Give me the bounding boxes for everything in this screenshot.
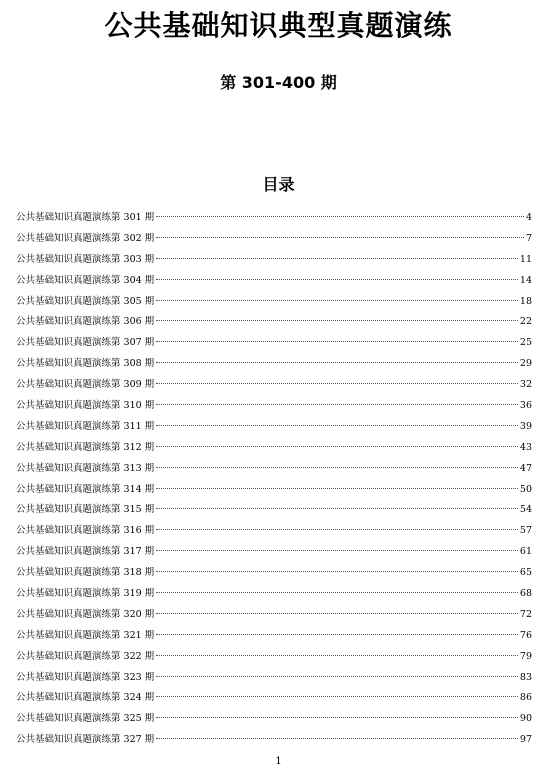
toc-entry[interactable] bbox=[16, 605, 532, 626]
toc-entry[interactable] bbox=[16, 709, 532, 730]
toc-entry-label: 公共基础知识真题演练第 323 期 bbox=[16, 671, 155, 683]
toc-entry-label: 公共基础知识真题演练第 327 期 bbox=[16, 734, 155, 746]
toc-entry-page: 86 bbox=[519, 692, 532, 704]
toc-entry-page: 90 bbox=[519, 713, 532, 725]
toc-leader-dots bbox=[156, 237, 524, 238]
toc-entry-page: 7 bbox=[525, 232, 532, 244]
toc-leader-dots bbox=[156, 216, 524, 217]
document-title: 公共基础知识典型真题演练 bbox=[104, 9, 453, 42]
toc-entry[interactable] bbox=[16, 521, 532, 542]
toc-leader-dots bbox=[156, 488, 518, 489]
toc-entry[interactable] bbox=[16, 417, 532, 438]
toc-entry-label: 公共基础知识真题演练第 316 期 bbox=[16, 525, 155, 537]
toc-entry[interactable] bbox=[16, 354, 532, 375]
toc-entry[interactable] bbox=[16, 542, 532, 563]
toc-entry-page: 29 bbox=[519, 358, 532, 370]
toc-entry[interactable] bbox=[16, 375, 532, 396]
toc-entry-page: 32 bbox=[519, 379, 532, 391]
toc-entry-label: 公共基础知识真题演练第 302 期 bbox=[16, 232, 155, 244]
toc-leader-dots bbox=[156, 258, 518, 259]
toc-entry-page: 50 bbox=[519, 483, 532, 495]
toc-entry-label: 公共基础知识真题演练第 319 期 bbox=[16, 588, 155, 600]
toc-entry-page: 11 bbox=[519, 253, 532, 265]
toc-entry-page: 65 bbox=[519, 567, 532, 579]
toc-entry[interactable] bbox=[16, 647, 532, 668]
document-subtitle: 第 301-400 期 bbox=[220, 73, 337, 92]
toc-heading: 目录 bbox=[262, 175, 295, 194]
toc-entry-page: 83 bbox=[519, 671, 532, 683]
toc-entry-label: 公共基础知识真题演练第 318 期 bbox=[16, 567, 155, 579]
toc-entry-label: 公共基础知识真题演练第 301 期 bbox=[16, 212, 155, 223]
toc-leader-dots bbox=[156, 613, 518, 614]
toc-entry[interactable] bbox=[16, 292, 532, 313]
toc-entry-label: 公共基础知识真题演练第 307 期 bbox=[16, 337, 155, 349]
toc-leader-dots bbox=[156, 362, 518, 363]
toc-entry[interactable] bbox=[16, 480, 532, 501]
toc-entry-page: 39 bbox=[519, 420, 532, 432]
toc-entry-page: 14 bbox=[519, 274, 532, 286]
toc-leader-dots bbox=[156, 508, 518, 509]
toc-entry-label: 公共基础知识真题演练第 317 期 bbox=[16, 546, 155, 558]
toc-entry[interactable] bbox=[16, 688, 532, 709]
toc-entry-page: 57 bbox=[519, 525, 532, 537]
toc-leader-dots bbox=[156, 655, 518, 656]
toc-entry-label: 公共基础知识真题演练第 306 期 bbox=[16, 316, 155, 328]
toc-leader-dots bbox=[156, 404, 518, 405]
toc-leader-dots bbox=[156, 300, 518, 301]
toc-entry-label: 公共基础知识真题演练第 304 期 bbox=[16, 274, 155, 286]
toc-entry-label: 公共基础知识真题演练第 324 期 bbox=[16, 692, 155, 704]
toc-entry[interactable] bbox=[16, 333, 532, 354]
toc-entry[interactable] bbox=[16, 250, 532, 271]
toc-entry-label: 公共基础知识真题演练第 315 期 bbox=[16, 504, 155, 516]
toc-entry[interactable] bbox=[16, 730, 532, 751]
toc-entry[interactable] bbox=[16, 312, 532, 333]
toc-entry[interactable] bbox=[16, 668, 532, 689]
toc-entry[interactable] bbox=[16, 500, 532, 521]
toc-leader-dots bbox=[156, 320, 518, 321]
table-of-contents bbox=[16, 208, 532, 751]
toc-entry-label: 公共基础知识真题演练第 314 期 bbox=[16, 483, 155, 495]
toc-entry[interactable] bbox=[16, 438, 532, 459]
toc-entry[interactable] bbox=[16, 208, 532, 229]
toc-entry-label: 公共基础知识真题演练第 312 期 bbox=[16, 441, 155, 453]
toc-entry-page: 61 bbox=[519, 546, 532, 558]
toc-entry-label: 公共基础知识真题演练第 310 期 bbox=[16, 400, 155, 412]
toc-entry[interactable] bbox=[16, 626, 532, 647]
toc-entry-page: 43 bbox=[519, 441, 532, 453]
toc-entry-label: 公共基础知识真题演练第 308 期 bbox=[16, 358, 155, 370]
toc-leader-dots bbox=[156, 676, 518, 677]
toc-entry-page: 36 bbox=[519, 400, 532, 412]
toc-leader-dots bbox=[156, 341, 518, 342]
toc-entry-page: 18 bbox=[519, 295, 532, 307]
toc-entry[interactable] bbox=[16, 459, 532, 480]
toc-entry-page: 76 bbox=[519, 629, 532, 641]
toc-leader-dots bbox=[156, 425, 518, 426]
toc-entry-page: 25 bbox=[519, 337, 532, 349]
toc-leader-dots bbox=[156, 550, 518, 551]
toc-leader-dots bbox=[156, 592, 518, 593]
toc-entry-page: 4 bbox=[525, 212, 532, 223]
toc-entry-label: 公共基础知识真题演练第 321 期 bbox=[16, 629, 155, 641]
toc-leader-dots bbox=[156, 634, 518, 635]
toc-entry[interactable] bbox=[16, 229, 532, 250]
toc-leader-dots bbox=[156, 717, 518, 718]
toc-entry-page: 47 bbox=[519, 462, 532, 474]
toc-leader-dots bbox=[156, 529, 518, 530]
toc-leader-dots bbox=[156, 279, 518, 280]
toc-entry-page: 79 bbox=[519, 650, 532, 662]
toc-entry-label: 公共基础知识真题演练第 322 期 bbox=[16, 650, 155, 662]
toc-entry[interactable] bbox=[16, 396, 532, 417]
toc-entry-label: 公共基础知识真题演练第 325 期 bbox=[16, 713, 155, 725]
toc-leader-dots bbox=[156, 467, 518, 468]
toc-entry-label: 公共基础知识真题演练第 303 期 bbox=[16, 253, 155, 265]
toc-entry-label: 公共基础知识真题演练第 309 期 bbox=[16, 379, 155, 391]
toc-leader-dots bbox=[156, 738, 518, 739]
toc-entry-page: 22 bbox=[519, 316, 532, 328]
toc-entry[interactable] bbox=[16, 563, 532, 584]
toc-entry-label: 公共基础知识真题演练第 320 期 bbox=[16, 608, 155, 620]
toc-entry[interactable] bbox=[16, 271, 532, 292]
toc-entry-page: 72 bbox=[519, 608, 532, 620]
toc-entry-label: 公共基础知识真题演练第 305 期 bbox=[16, 295, 155, 307]
toc-entry-page: 68 bbox=[519, 588, 532, 600]
toc-entry-page: 54 bbox=[519, 504, 532, 516]
toc-leader-dots bbox=[156, 446, 518, 447]
toc-entry-label: 公共基础知识真题演练第 313 期 bbox=[16, 462, 155, 474]
toc-leader-dots bbox=[156, 571, 518, 572]
toc-leader-dots bbox=[156, 696, 518, 697]
toc-entry[interactable] bbox=[16, 584, 532, 605]
toc-entry-label: 公共基础知识真题演练第 311 期 bbox=[16, 420, 155, 432]
page-number: 1 bbox=[275, 756, 282, 767]
toc-leader-dots bbox=[156, 383, 518, 384]
toc-entry-page: 97 bbox=[519, 734, 532, 746]
